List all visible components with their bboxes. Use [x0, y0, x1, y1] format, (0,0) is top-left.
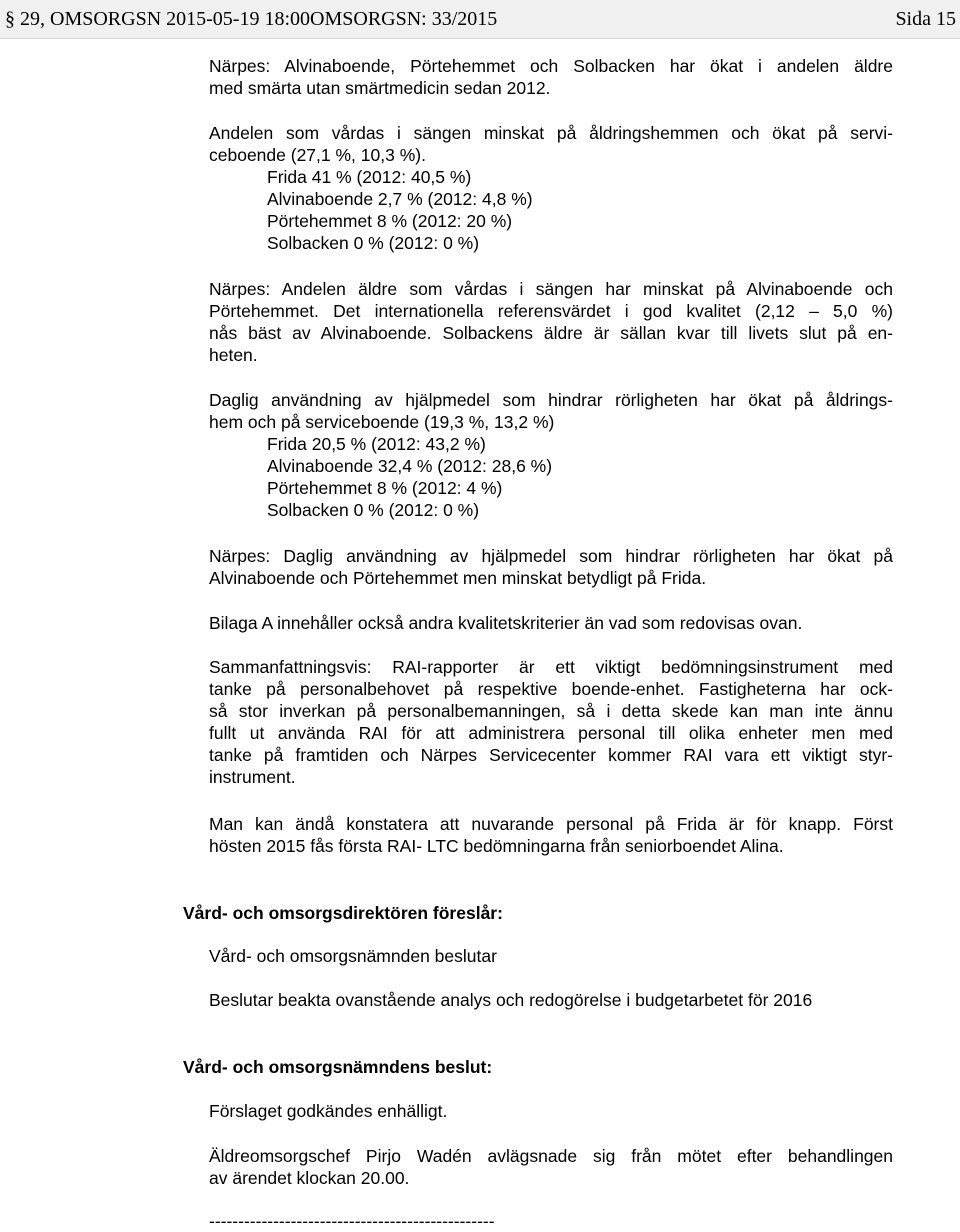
paragraph-departure-note — [209, 1145, 893, 1189]
text-line: så stor inverkan på personalbemanningen, så i detta skede kan man inte ännu — [209, 701, 893, 721]
text-line: heten. — [209, 345, 258, 365]
heading-director-proposal: Vård- och omsorgsdirektören föreslår: — [183, 903, 503, 923]
text-line: med smärta utan smärtmedicin sedan 2012. — [209, 78, 551, 98]
list-item: Alvinaboende 32,4 % (2012: 28,6 %) — [267, 456, 553, 476]
paragraph-bedridden-share — [209, 122, 893, 166]
text-line: Bilaga A innehåller också andra kvalitetskriterier än vad som redovisas ovan. — [209, 613, 803, 633]
paragraph-staffing — [209, 813, 893, 857]
paragraph-mobility-aids — [209, 389, 893, 433]
paragraph-board-decides — [209, 945, 893, 967]
list-item: Pörtehemmet 8 % (2012: 4 %) — [267, 478, 503, 498]
list-item: Alvinaboende 2,7 % (2012: 4,8 %) — [267, 189, 533, 209]
paragraph-narpes-bedridden — [209, 278, 893, 366]
separator-line — [209, 1210, 893, 1232]
list-item: Frida 41 % (2012: 40,5 %) — [267, 167, 472, 187]
list-item: Frida 20,5 % (2012: 43,2 %) — [267, 434, 486, 454]
text-line: Äldreomsorgschef Pirjo Wadén avlägsnade sig från mötet efter behandlingen — [209, 1146, 893, 1166]
text-line: ceboende (27,1 %, 10,3 %). — [209, 145, 426, 165]
text-line: tanke på framtiden och Närpes Servicecenter kommer RAI vara ett viktigt styr- — [209, 745, 893, 765]
list-bedridden-by-unit — [267, 166, 533, 254]
paragraph-narpes-mobility-aids — [209, 545, 893, 589]
paragraph-pain-medication — [209, 55, 893, 99]
text-line: Andelen som vårdas i sängen minskat på åldringshemmen och ökat på servi- — [209, 123, 893, 143]
text-line: fullt ut använda RAI för att administrera personal till olika enheter men med — [209, 723, 893, 743]
paragraph-appendix-a — [209, 612, 893, 634]
heading-board-decision: Vård- och omsorgsnämndens beslut: — [183, 1057, 493, 1077]
text-line: Alvinaboende och Pörtehemmet men minskat betydligt på Frida. — [209, 568, 707, 588]
text-line: Närpes: Daglig användning av hjälpmedel som hindrar rörligheten har ökat på — [209, 546, 893, 566]
text-line: Sammanfattningsvis: RAI-rapporter är ett viktigt bedömningsinstrument med — [209, 657, 893, 677]
separator-text: ------------------------------------------------- — [209, 1211, 495, 1231]
header-section-reference: § 29, OMSORGSN 2015-05-19 18:00OMSORGSN: 33/2015 — [5, 8, 498, 30]
text-line: Pörtehemmet. Det internationella referensvärdet i god kvalitet (2,12 – 5,0 %) — [209, 301, 893, 321]
text-line: nås bäst av Alvinaboende. Solbackens äldre är sällan kvar till livets slut på en- — [209, 323, 893, 343]
text-line: Närpes: Andelen äldre som vårdas i sängen har minskat på Alvinaboende och — [209, 279, 893, 299]
text-line: hösten 2015 fås första RAI- LTC bedömningarna från seniorboendet Alina. — [209, 836, 784, 856]
paragraph-proposal-text — [209, 989, 893, 1011]
text-line: Man kan ändå konstatera att nuvarande personal på Frida är för knapp. Först — [209, 814, 893, 834]
list-item: Solbacken 0 % (2012: 0 %) — [267, 233, 480, 253]
header-page-number: Sida 15 — [895, 8, 956, 30]
text-line: tanke på personalbehovet på respektive boende-enhet. Fastigheterna har ock- — [209, 679, 893, 699]
text-line: av ärendet klockan 20.00. — [209, 1168, 410, 1188]
text-line: hem och på serviceboende (19,3 %, 13,2 %) — [209, 412, 555, 432]
paragraph-summary — [209, 656, 893, 788]
list-item: Pörtehemmet 8 % (2012: 20 %) — [267, 211, 513, 231]
text-line: instrument. — [209, 767, 296, 787]
paragraph-approved — [209, 1100, 893, 1122]
text-line: Vård- och omsorgsnämnden beslutar — [209, 946, 497, 966]
text-line: Beslutar beakta ovanstående analys och redogörelse i budgetarbetet för 2016 — [209, 990, 813, 1010]
document-header — [0, 0, 960, 39]
text-line: Daglig användning av hjälpmedel som hindrar rörligheten har ökat på åldrings- — [209, 390, 893, 410]
text-line: Närpes: Alvinaboende, Pörtehemmet och Solbacken har ökat i andelen äldre — [209, 56, 893, 76]
text-line: Förslaget godkändes enhälligt. — [209, 1101, 448, 1121]
list-mobility-aids-by-unit — [267, 433, 552, 521]
list-item: Solbacken 0 % (2012: 0 %) — [267, 500, 480, 520]
